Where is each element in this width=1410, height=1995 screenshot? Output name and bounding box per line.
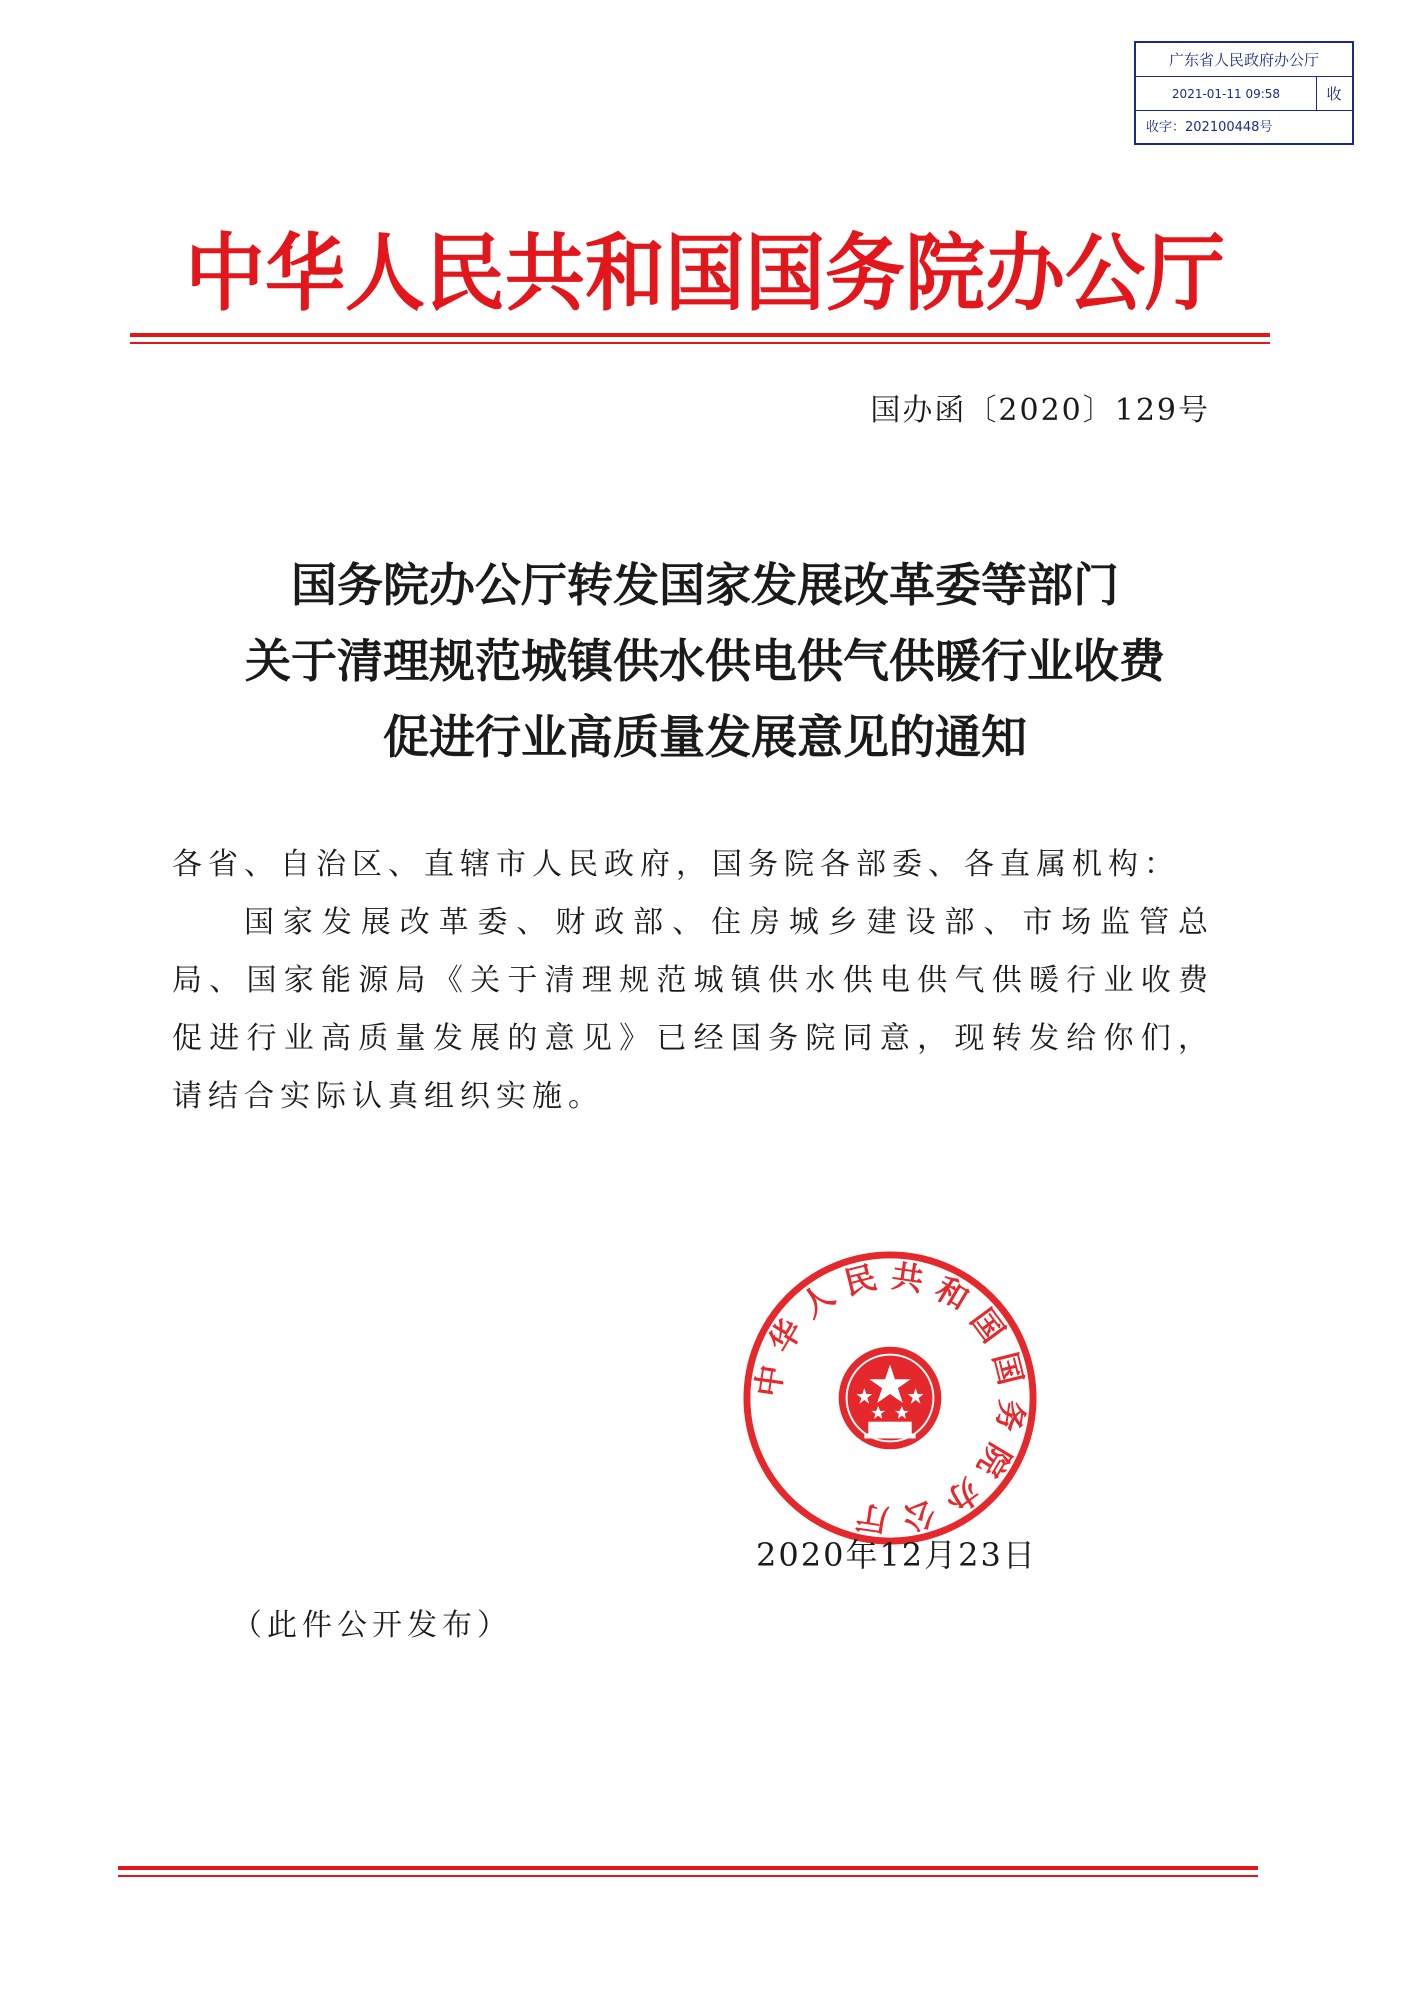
document-body [172,836,1214,1126]
seal-text: 中华人民共和国国务院办公厅 [749,1257,1031,1539]
issue-date: 2020年12月23日 [756,1536,1037,1574]
receipt-mark: 收 [1326,85,1342,103]
receipt-time-row [1136,77,1352,111]
receipt-timestamp: 2021-01-11 09:58 [1136,77,1317,111]
footer-rule [118,1866,1258,1870]
document-title [100,547,1310,775]
footer-rule-thin [118,1875,1258,1877]
document-number: 国办函〔2020〕129号 [870,393,1210,428]
letterhead-rule [130,333,1270,337]
body-paragraph: 国家发展改革委、财政部、住房城乡建设部、市场监管总局、国家能源局《关于清理规范城镇供水供电供气供暖行业收费促进行业高质量发展的意见》已经国务院同意，现转发给你们，请结合实际认真组织实施。 [172,905,1214,1114]
title-line-2: 关于清理规范城镇供水供电供气供暖行业收费 [245,634,1165,688]
public-release-note: （此件公开发布） [232,1608,512,1643]
letterhead-rule-thin [130,342,1270,344]
receipt-number: 收字：202100448号 [1146,120,1273,135]
receipt-office: 广东省人民政府办公厅 [1136,43,1352,77]
title-line-3: 促进行业高质量发展意见的通知 [383,710,1027,764]
national-emblem-icon [839,1347,942,1450]
official-seal [742,1250,1038,1546]
receipt-stamp [1134,41,1354,145]
addressee: 各省、自治区、直辖市人民政府，国务院各部委、各直属机构： [172,847,1180,882]
letterhead-title: 中华人民共和国国务院办公厅 [185,223,1225,323]
title-line-1: 国务院办公厅转发国家发展改革委等部门 [291,558,1119,612]
